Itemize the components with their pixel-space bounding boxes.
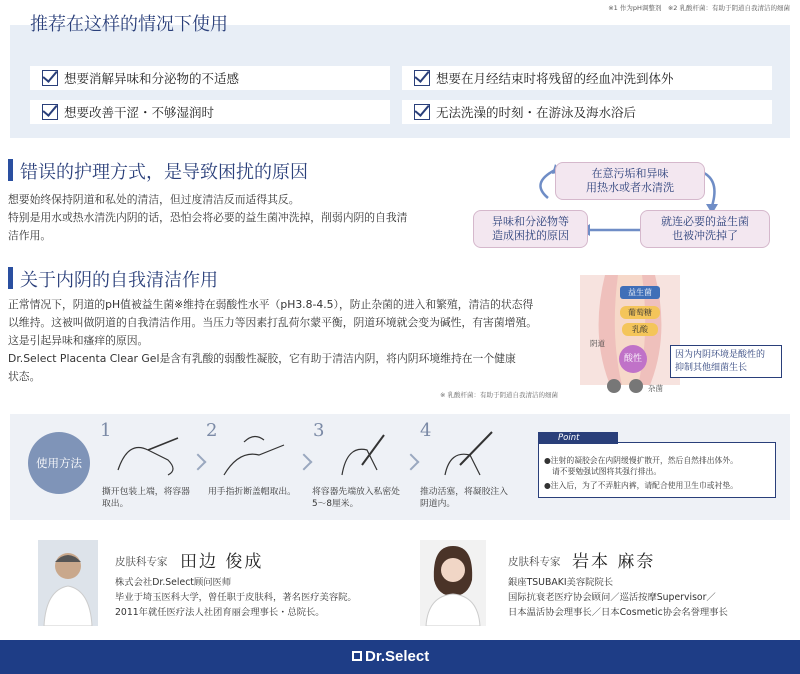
point-label: Point (538, 432, 618, 444)
brand-logo: Dr.Select (365, 648, 430, 665)
recommend-item-text: 无法洗澡的时刻・在游泳及海水浴后 (436, 105, 637, 120)
step1-caption-line2: 取出。 (102, 499, 129, 509)
cycle-arrow-left (540, 170, 555, 198)
expert-bio-line: 日本温活协会理事长／日本Cosmetic协会名誉理事长 (508, 607, 728, 618)
callout-line1: 因为内阴环境是酸性的 (675, 350, 766, 360)
doctor-portrait-icon (38, 540, 98, 626)
cycle-box-right (640, 210, 770, 248)
self-clean-line3: 这是引起异味和瘙痒的原因。 (8, 334, 149, 347)
label-vagina: 阴道 (590, 339, 605, 348)
self-clean-line4: Dr.Select Placenta Clear Gel是含有乳酸的弱酸性凝胶，它有助于清洁内阴，将内阴环境维持在一个健康 (8, 352, 516, 365)
step1-illustration (108, 430, 188, 480)
label-germs: 杂菌 (648, 384, 663, 393)
avatar (38, 540, 98, 626)
recommend-item (402, 66, 772, 90)
cycle-top-line2: 用热水或者水清洗 (586, 181, 674, 194)
wrong-care-title: 错误的护理方式，是导致困扰的原因 (20, 162, 308, 183)
self-clean-line5: 状态。 (8, 370, 41, 383)
self-clean-title: 关于内阴的自我清洁作用 (20, 270, 218, 291)
step-number: 2 (206, 420, 218, 441)
expert-bio-line: 銀座TSUBAKI美容院院长 (508, 577, 614, 588)
cycle-left-line1: 异味和分泌物等 (492, 215, 569, 228)
self-clean-line2: 以维持。这被叫做阴道的自我清洁作用。当压力等因素打乱荷尔蒙平衡，阴道环境就会变为碱性，有害菌增殖。 (8, 316, 538, 329)
label-glucose: 葡萄糖 (620, 306, 660, 319)
label-lactic: 乳酸 (622, 323, 658, 336)
recommend-item-text: 想要在月经结束时将残留的经血冲洗到体外 (436, 71, 674, 86)
recommend-item (30, 66, 390, 90)
recommend-item-text: 想要改善干涩・不够湿润时 (64, 105, 215, 120)
step2-caption (208, 486, 296, 498)
step4-caption-line1: 推动活塞，将凝胶注入 (420, 487, 508, 497)
step-number: 3 (313, 420, 325, 441)
section-bar (8, 267, 13, 289)
step-number: 4 (420, 420, 432, 441)
expert-bio-line: 株式会社Dr.Select顾问医师 (115, 577, 232, 588)
expert-name: 田边 俊成 (180, 552, 264, 572)
point-item (544, 455, 738, 477)
cycle-top-line1: 在意污垢和异味 (591, 167, 669, 180)
checkbox-icon (42, 70, 58, 86)
point-item (544, 480, 738, 491)
point-item-line1: ●注入后，为了不弄脏内裤，请配合使用卫生巾或衬垫。 (544, 481, 738, 490)
wrong-care-para2-line2: 洁作用。 (8, 229, 52, 242)
checkbox-icon (42, 104, 58, 120)
step1-caption (102, 486, 190, 510)
usage-badge: 使用方法 (28, 432, 90, 494)
label-probiotic: 益生菌 (620, 286, 660, 299)
expert-role: 皮肤科专家 (115, 556, 168, 568)
step4-caption (420, 486, 508, 510)
footnote-top: ※1 作为pH调整剂 ※2 乳酸杆菌：有助于阴道自我清洁的细菌 (608, 4, 790, 12)
step3-illustration (322, 430, 402, 480)
recommend-title: 推荐在这样的情况下使用 (30, 14, 228, 35)
cycle-right-line1: 就连必要的益生菌 (661, 215, 749, 228)
recommend-item (30, 100, 390, 124)
step4-illustration (430, 430, 510, 480)
cycle-box-top (555, 162, 705, 200)
doctor-portrait-icon (420, 540, 486, 626)
expert-bio-line: 国际抗衰老医疗协会顾问／巡活按摩Supervisor／ (508, 592, 716, 603)
step2-illustration (214, 430, 294, 480)
avatar (420, 540, 486, 626)
expert-bio-line: 2011年就任医疗法人社团育丽会理事长・总院长。 (115, 607, 325, 618)
recommend-item (402, 100, 772, 124)
label-acidic: 酸性 (619, 345, 647, 373)
expert-name: 岩本 麻奈 (572, 552, 656, 572)
cycle-left-line2: 造成困扰的原因 (492, 229, 569, 242)
self-clean-line1: 正常情况下，阴道的pH值被益生菌※维持在弱酸性水平（pH3.8-4.5），防止杂菌的进入和繁殖，清洁的状态得 (8, 298, 534, 311)
recommend-item-text: 想要消解异味和分泌物的不适感 (64, 71, 240, 86)
logo-icon (352, 651, 362, 661)
checkbox-icon (414, 104, 430, 120)
wrong-care-para2-line1: 特别是用水或热水清洗内阴的话，恐怕会将必要的益生菌冲洗掉，削弱内阴的自我清 (8, 211, 408, 224)
wrong-care-para1: 想要始终保持阴道和私处的清洁，但过度清洁反而适得其反。 (8, 193, 300, 206)
acidic-callout (670, 345, 782, 378)
germ-icon (604, 375, 648, 397)
step4-caption-line2: 阴道内。 (420, 499, 456, 509)
expert-role: 皮肤科专家 (508, 556, 561, 568)
cycle-box-left (473, 210, 588, 248)
section-bar (8, 159, 13, 181)
self-clean-note: ※ 乳酸杆菌：有助于阴道自我清洁的细菌 (440, 391, 559, 399)
step2-caption-line1: 用手指折断盖帽取出。 (208, 487, 296, 497)
checkbox-icon (414, 70, 430, 86)
step3-caption-line2: 5～8厘米。 (312, 499, 359, 509)
point-item-line2: 请不要勉强试图将其强行排出。 (552, 467, 662, 476)
expert-bio-line: 毕业于埼玉医科大学，曾任职于皮肤科，著名医疗美容院。 (115, 592, 357, 603)
callout-line2: 抑制其他细菌生长 (675, 363, 748, 373)
step1-caption-line1: 撕开包装上端，将容器 (102, 487, 190, 497)
step-number: 1 (100, 420, 112, 441)
step3-caption-line1: 将容器先端放入私密处 (312, 487, 400, 497)
cycle-right-line2: 也被冲洗掉了 (672, 229, 738, 242)
point-item-line1: ●注射的凝胶会在内阴缓慢扩散开，然后自然排出体外。 (544, 456, 738, 465)
step3-caption (312, 486, 400, 510)
